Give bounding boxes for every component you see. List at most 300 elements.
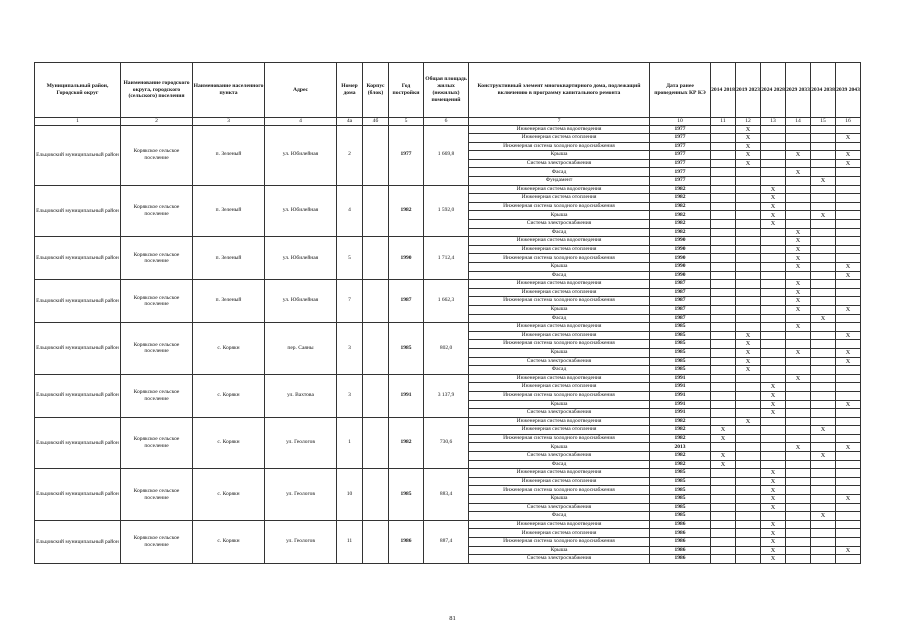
- period-mark-cell: [836, 142, 861, 151]
- period-mark-cell: [836, 417, 861, 426]
- period-mark-cell: [761, 134, 786, 143]
- period-mark-cell: [786, 495, 811, 504]
- repair-date-cell: 1985: [650, 323, 711, 332]
- element-name-cell: Инженерная система отопления: [469, 245, 650, 254]
- period-mark-cell: [736, 297, 761, 306]
- repair-date-cell: 1987: [650, 288, 711, 297]
- settlement-cell: Корякское сельское поселение: [121, 237, 193, 280]
- repair-date-cell: 1982: [650, 194, 711, 203]
- column-header: Наименование городского округа, городского (сельского) поселения: [121, 63, 193, 118]
- build-year-cell: 1990: [389, 237, 424, 280]
- table-row: [35, 125, 861, 134]
- period-mark-cell: [711, 202, 736, 211]
- period-mark-cell: [736, 288, 761, 297]
- period-mark-cell: [786, 486, 811, 495]
- area-cell: 802,0: [424, 323, 469, 375]
- period-mark-cell: [711, 288, 736, 297]
- element-name-cell: Крыша: [469, 400, 650, 409]
- period-mark-cell: X: [811, 512, 836, 521]
- period-mark-cell: [761, 177, 786, 186]
- block-cell: [363, 185, 389, 237]
- house-number-cell: 3: [337, 374, 363, 417]
- period-mark-cell: [811, 366, 836, 375]
- period-mark-cell: [836, 237, 861, 246]
- district-cell: Ельцовский муниципальный район: [35, 280, 121, 323]
- period-mark-cell: X: [736, 151, 761, 160]
- element-name-cell: Инженерная система холодного водоснабжения: [469, 391, 650, 400]
- period-mark-cell: [711, 220, 736, 229]
- column-header: Корпус (блок): [363, 63, 389, 118]
- period-mark-cell: X: [761, 477, 786, 486]
- period-mark-cell: [786, 409, 811, 418]
- period-mark-cell: [836, 409, 861, 418]
- period-mark-cell: X: [836, 348, 861, 357]
- street-cell: ул. Геологов: [265, 520, 337, 563]
- period-mark-cell: [836, 288, 861, 297]
- period-mark-cell: [711, 391, 736, 400]
- period-mark-cell: [711, 168, 736, 177]
- period-mark-cell: [836, 254, 861, 263]
- repair-date-cell: 1991: [650, 409, 711, 418]
- period-mark-cell: [786, 538, 811, 547]
- block-cell: [363, 374, 389, 417]
- column-number: 7: [469, 118, 650, 126]
- element-name-cell: Инженерная система водоотведения: [469, 280, 650, 289]
- period-mark-cell: [761, 366, 786, 375]
- period-mark-cell: [811, 546, 836, 555]
- period-mark-cell: X: [786, 151, 811, 160]
- area-cell: 1 669,8: [424, 125, 469, 185]
- area-cell: 730,6: [424, 417, 469, 469]
- table-body: [35, 125, 861, 563]
- period-mark-cell: [786, 426, 811, 435]
- settlement-cell: Корякское сельское поселение: [121, 374, 193, 417]
- element-name-cell: Инженерная система отопления: [469, 477, 650, 486]
- settlement-cell: Корякское сельское поселение: [121, 280, 193, 323]
- period-mark-cell: [811, 245, 836, 254]
- column-header: 2034 2038: [811, 63, 836, 118]
- period-mark-cell: [811, 254, 836, 263]
- period-mark-cell: X: [711, 434, 736, 443]
- locality-cell: с. Корякн: [193, 469, 265, 521]
- table-row: [35, 323, 861, 332]
- period-mark-cell: X: [761, 383, 786, 392]
- period-mark-cell: X: [811, 211, 836, 220]
- period-mark-cell: [811, 477, 836, 486]
- period-mark-cell: [786, 555, 811, 564]
- period-mark-cell: [811, 194, 836, 203]
- column-number: 14: [786, 118, 811, 126]
- column-header: Год постройки: [389, 63, 424, 118]
- column-header: 2014 2018: [711, 63, 736, 118]
- period-mark-cell: [836, 202, 861, 211]
- period-mark-cell: [811, 434, 836, 443]
- period-mark-cell: [836, 280, 861, 289]
- period-mark-cell: [761, 288, 786, 297]
- period-mark-cell: [836, 220, 861, 229]
- period-mark-cell: [711, 245, 736, 254]
- period-mark-cell: [811, 280, 836, 289]
- repair-date-cell: 1982: [650, 211, 711, 220]
- period-mark-cell: X: [736, 331, 761, 340]
- period-mark-cell: [836, 383, 861, 392]
- column-header: 2039 2043: [836, 63, 861, 118]
- period-mark-cell: [786, 185, 811, 194]
- period-mark-cell: [761, 245, 786, 254]
- period-mark-cell: X: [786, 288, 811, 297]
- period-mark-cell: [711, 237, 736, 246]
- period-mark-cell: [786, 400, 811, 409]
- column-number: 16: [836, 118, 861, 126]
- period-mark-cell: [736, 228, 761, 237]
- period-mark-cell: [811, 228, 836, 237]
- period-mark-cell: [786, 211, 811, 220]
- period-mark-cell: [736, 323, 761, 332]
- repair-date-cell: 1982: [650, 185, 711, 194]
- period-mark-cell: [836, 486, 861, 495]
- document-sheet: [34, 62, 860, 564]
- period-mark-cell: [761, 512, 786, 521]
- period-mark-cell: [786, 357, 811, 366]
- block-cell: [363, 280, 389, 323]
- period-mark-cell: [786, 314, 811, 323]
- repair-date-cell: 1991: [650, 383, 711, 392]
- district-cell: Ельцовский муниципальный район: [35, 417, 121, 469]
- table-row: [35, 417, 861, 426]
- repair-date-cell: 1982: [650, 220, 711, 229]
- element-name-cell: Крыша: [469, 495, 650, 504]
- period-mark-cell: [836, 426, 861, 435]
- build-year-cell: 1977: [389, 125, 424, 185]
- locality-cell: п. Зеленый: [193, 185, 265, 237]
- district-cell: Ельцовский муниципальный район: [35, 125, 121, 185]
- repair-date-cell: 1982: [650, 202, 711, 211]
- period-mark-cell: [711, 538, 736, 547]
- period-mark-cell: [736, 185, 761, 194]
- period-mark-cell: [786, 220, 811, 229]
- period-mark-cell: [736, 400, 761, 409]
- settlement-cell: Корякское сельское поселение: [121, 323, 193, 375]
- build-year-cell: 1985: [389, 469, 424, 521]
- table-header: [35, 63, 861, 126]
- repair-date-cell: 1977: [650, 151, 711, 160]
- period-mark-cell: [836, 538, 861, 547]
- table-row: [35, 237, 861, 246]
- period-mark-cell: X: [761, 211, 786, 220]
- period-mark-cell: [786, 477, 811, 486]
- period-mark-cell: [811, 357, 836, 366]
- period-mark-cell: [711, 125, 736, 134]
- period-mark-cell: X: [786, 168, 811, 177]
- area-cell: 1 662,3: [424, 280, 469, 323]
- period-mark-cell: [786, 194, 811, 203]
- period-mark-cell: X: [761, 529, 786, 538]
- period-mark-cell: [711, 331, 736, 340]
- repair-date-cell: 1982: [650, 452, 711, 461]
- repair-date-cell: 1985: [650, 477, 711, 486]
- period-mark-cell: X: [836, 443, 861, 452]
- period-mark-cell: X: [711, 426, 736, 435]
- period-mark-cell: [736, 460, 761, 469]
- period-mark-cell: [761, 314, 786, 323]
- period-mark-cell: X: [836, 546, 861, 555]
- element-name-cell: Фасад: [469, 168, 650, 177]
- period-mark-cell: X: [761, 400, 786, 409]
- period-mark-cell: [836, 460, 861, 469]
- capital-repair-table: [34, 62, 861, 564]
- period-mark-cell: [736, 443, 761, 452]
- period-mark-cell: [736, 211, 761, 220]
- period-mark-cell: [711, 228, 736, 237]
- period-mark-cell: X: [836, 305, 861, 314]
- period-mark-cell: [736, 495, 761, 504]
- period-mark-cell: [761, 263, 786, 272]
- period-mark-cell: [811, 469, 836, 478]
- column-header: Дата ранее проведенных КР КЭ: [650, 63, 711, 118]
- period-mark-cell: X: [736, 142, 761, 151]
- element-name-cell: Инженерная система холодного водоснабжения: [469, 297, 650, 306]
- repair-date-cell: 1985: [650, 357, 711, 366]
- period-mark-cell: [836, 297, 861, 306]
- period-mark-cell: [736, 469, 761, 478]
- period-mark-cell: [786, 520, 811, 529]
- area-cell: 3 137,9: [424, 374, 469, 417]
- period-mark-cell: [736, 245, 761, 254]
- locality-cell: п. Зеленый: [193, 125, 265, 185]
- period-mark-cell: [836, 520, 861, 529]
- element-name-cell: Инженерная система холодного водоснабжения: [469, 538, 650, 547]
- period-mark-cell: [736, 168, 761, 177]
- period-mark-cell: X: [761, 503, 786, 512]
- block-cell: [363, 237, 389, 280]
- period-mark-cell: [811, 503, 836, 512]
- build-year-cell: 1982: [389, 185, 424, 237]
- period-mark-cell: [836, 211, 861, 220]
- period-mark-cell: [786, 366, 811, 375]
- table-row: [35, 280, 861, 289]
- period-mark-cell: [761, 142, 786, 151]
- period-mark-cell: [836, 366, 861, 375]
- period-mark-cell: [836, 477, 861, 486]
- period-mark-cell: [736, 391, 761, 400]
- period-mark-cell: [736, 434, 761, 443]
- period-mark-cell: [761, 426, 786, 435]
- district-cell: Ельцовский муниципальный район: [35, 469, 121, 521]
- repair-date-cell: 1987: [650, 280, 711, 289]
- element-name-cell: Инженерная система холодного водоснабжения: [469, 486, 650, 495]
- street-cell: ул. Вахтова: [265, 374, 337, 417]
- period-mark-cell: X: [811, 177, 836, 186]
- period-mark-cell: [811, 305, 836, 314]
- column-number: 1: [35, 118, 121, 126]
- build-year-cell: 1985: [389, 323, 424, 375]
- element-name-cell: Инженерная система водоотведения: [469, 185, 650, 194]
- column-header: Наименование населенного пункта: [193, 63, 265, 118]
- period-mark-cell: [736, 529, 761, 538]
- period-mark-cell: [736, 409, 761, 418]
- build-year-cell: 1991: [389, 374, 424, 417]
- repair-date-cell: 1986: [650, 529, 711, 538]
- period-mark-cell: [811, 348, 836, 357]
- element-name-cell: Инженерная система отопления: [469, 134, 650, 143]
- element-name-cell: Инженерная система холодного водоснабжения: [469, 340, 650, 349]
- period-mark-cell: [786, 434, 811, 443]
- period-mark-cell: [811, 297, 836, 306]
- period-mark-cell: X: [761, 495, 786, 504]
- period-mark-cell: X: [786, 245, 811, 254]
- period-mark-cell: [736, 374, 761, 383]
- period-mark-cell: [761, 305, 786, 314]
- element-name-cell: Система электроснабжения: [469, 452, 650, 461]
- period-mark-cell: [736, 305, 761, 314]
- period-mark-cell: [711, 151, 736, 160]
- repair-date-cell: 1991: [650, 374, 711, 383]
- period-mark-cell: [811, 391, 836, 400]
- period-mark-cell: [811, 142, 836, 151]
- column-number: 13: [761, 118, 786, 126]
- period-mark-cell: [761, 460, 786, 469]
- locality-cell: с. Корякн: [193, 374, 265, 417]
- period-mark-cell: [786, 460, 811, 469]
- period-mark-cell: [736, 538, 761, 547]
- period-mark-cell: [711, 271, 736, 280]
- column-header: Общая площадь жилых (нежилых) помещений: [424, 63, 469, 118]
- period-mark-cell: [786, 340, 811, 349]
- period-mark-cell: X: [836, 134, 861, 143]
- period-mark-cell: [811, 263, 836, 272]
- element-name-cell: Инженерная система холодного водоснабжения: [469, 254, 650, 263]
- repair-date-cell: 1977: [650, 142, 711, 151]
- period-mark-cell: [811, 237, 836, 246]
- element-name-cell: Система электроснабжения: [469, 409, 650, 418]
- period-mark-cell: [836, 340, 861, 349]
- page-number: 81: [449, 615, 456, 622]
- column-number: 15: [811, 118, 836, 126]
- period-mark-cell: [786, 417, 811, 426]
- period-mark-cell: [761, 374, 786, 383]
- period-mark-cell: X: [786, 348, 811, 357]
- repair-date-cell: 1985: [650, 503, 711, 512]
- element-name-cell: Крыша: [469, 443, 650, 452]
- build-year-cell: 1982: [389, 417, 424, 469]
- repair-date-cell: 1990: [650, 245, 711, 254]
- period-mark-cell: [811, 220, 836, 229]
- period-mark-cell: X: [786, 374, 811, 383]
- repair-date-cell: 1985: [650, 486, 711, 495]
- column-header: Номер дома: [337, 63, 363, 118]
- period-mark-cell: X: [761, 185, 786, 194]
- house-number-cell: 4: [337, 185, 363, 237]
- period-mark-cell: [761, 125, 786, 134]
- period-mark-cell: [761, 280, 786, 289]
- element-name-cell: Инженерная система отопления: [469, 426, 650, 435]
- period-mark-cell: X: [786, 280, 811, 289]
- period-mark-cell: [736, 486, 761, 495]
- period-mark-cell: [811, 125, 836, 134]
- period-mark-cell: [761, 168, 786, 177]
- period-mark-cell: [711, 469, 736, 478]
- element-name-cell: Инженерная система водоотведения: [469, 417, 650, 426]
- house-number-cell: 2: [337, 125, 363, 185]
- period-mark-cell: [811, 151, 836, 160]
- house-number-cell: 5: [337, 237, 363, 280]
- period-mark-cell: [736, 546, 761, 555]
- table-row: [35, 185, 861, 194]
- period-mark-cell: [711, 211, 736, 220]
- period-mark-cell: [761, 452, 786, 461]
- element-name-cell: Инженерная система отопления: [469, 194, 650, 203]
- period-mark-cell: [811, 340, 836, 349]
- period-mark-cell: X: [736, 134, 761, 143]
- repair-date-cell: 1977: [650, 177, 711, 186]
- locality-cell: с. Корякн: [193, 520, 265, 563]
- period-mark-cell: [811, 486, 836, 495]
- period-mark-cell: [711, 297, 736, 306]
- period-mark-cell: [811, 288, 836, 297]
- column-number: 6: [424, 118, 469, 126]
- period-mark-cell: [711, 263, 736, 272]
- repair-date-cell: 1985: [650, 348, 711, 357]
- period-mark-cell: [711, 194, 736, 203]
- element-name-cell: Инженерная система водоотведения: [469, 323, 650, 332]
- period-mark-cell: [736, 426, 761, 435]
- period-mark-cell: [811, 443, 836, 452]
- period-mark-cell: X: [761, 469, 786, 478]
- repair-date-cell: 1986: [650, 520, 711, 529]
- street-cell: ул. Юбилейная: [265, 280, 337, 323]
- settlement-cell: Корякское сельское поселение: [121, 520, 193, 563]
- column-number-row: [35, 118, 861, 126]
- column-number: 4б: [363, 118, 389, 126]
- element-name-cell: Крыша: [469, 348, 650, 357]
- locality-cell: п. Зеленый: [193, 237, 265, 280]
- period-mark-cell: [786, 202, 811, 211]
- settlement-cell: Корякское сельское поселение: [121, 125, 193, 185]
- period-mark-cell: [736, 452, 761, 461]
- element-name-cell: Инженерная система водоотведения: [469, 520, 650, 529]
- element-name-cell: Крыша: [469, 211, 650, 220]
- period-mark-cell: [736, 220, 761, 229]
- period-mark-cell: [736, 271, 761, 280]
- repair-date-cell: 1986: [650, 538, 711, 547]
- street-cell: ул. Юбилейная: [265, 237, 337, 280]
- period-mark-cell: X: [836, 495, 861, 504]
- repair-date-cell: 1985: [650, 340, 711, 349]
- period-mark-cell: [836, 168, 861, 177]
- element-name-cell: Система электроснабжения: [469, 503, 650, 512]
- period-mark-cell: X: [711, 460, 736, 469]
- street-cell: ул. Юбилейная: [265, 185, 337, 237]
- period-mark-cell: X: [836, 151, 861, 160]
- repair-date-cell: 1985: [650, 469, 711, 478]
- settlement-cell: Корякское сельское поселение: [121, 417, 193, 469]
- district-cell: Ельцовский муниципальный район: [35, 237, 121, 280]
- period-mark-cell: [711, 340, 736, 349]
- period-mark-cell: [736, 520, 761, 529]
- period-mark-cell: [711, 177, 736, 186]
- period-mark-cell: X: [736, 125, 761, 134]
- period-mark-cell: X: [836, 331, 861, 340]
- element-name-cell: Крыша: [469, 546, 650, 555]
- period-mark-cell: [711, 357, 736, 366]
- repair-date-cell: 1985: [650, 495, 711, 504]
- period-mark-cell: [711, 314, 736, 323]
- repair-date-cell: 1985: [650, 512, 711, 521]
- period-mark-cell: [736, 194, 761, 203]
- period-mark-cell: [711, 280, 736, 289]
- build-year-cell: 1986: [389, 520, 424, 563]
- repair-date-cell: 1982: [650, 228, 711, 237]
